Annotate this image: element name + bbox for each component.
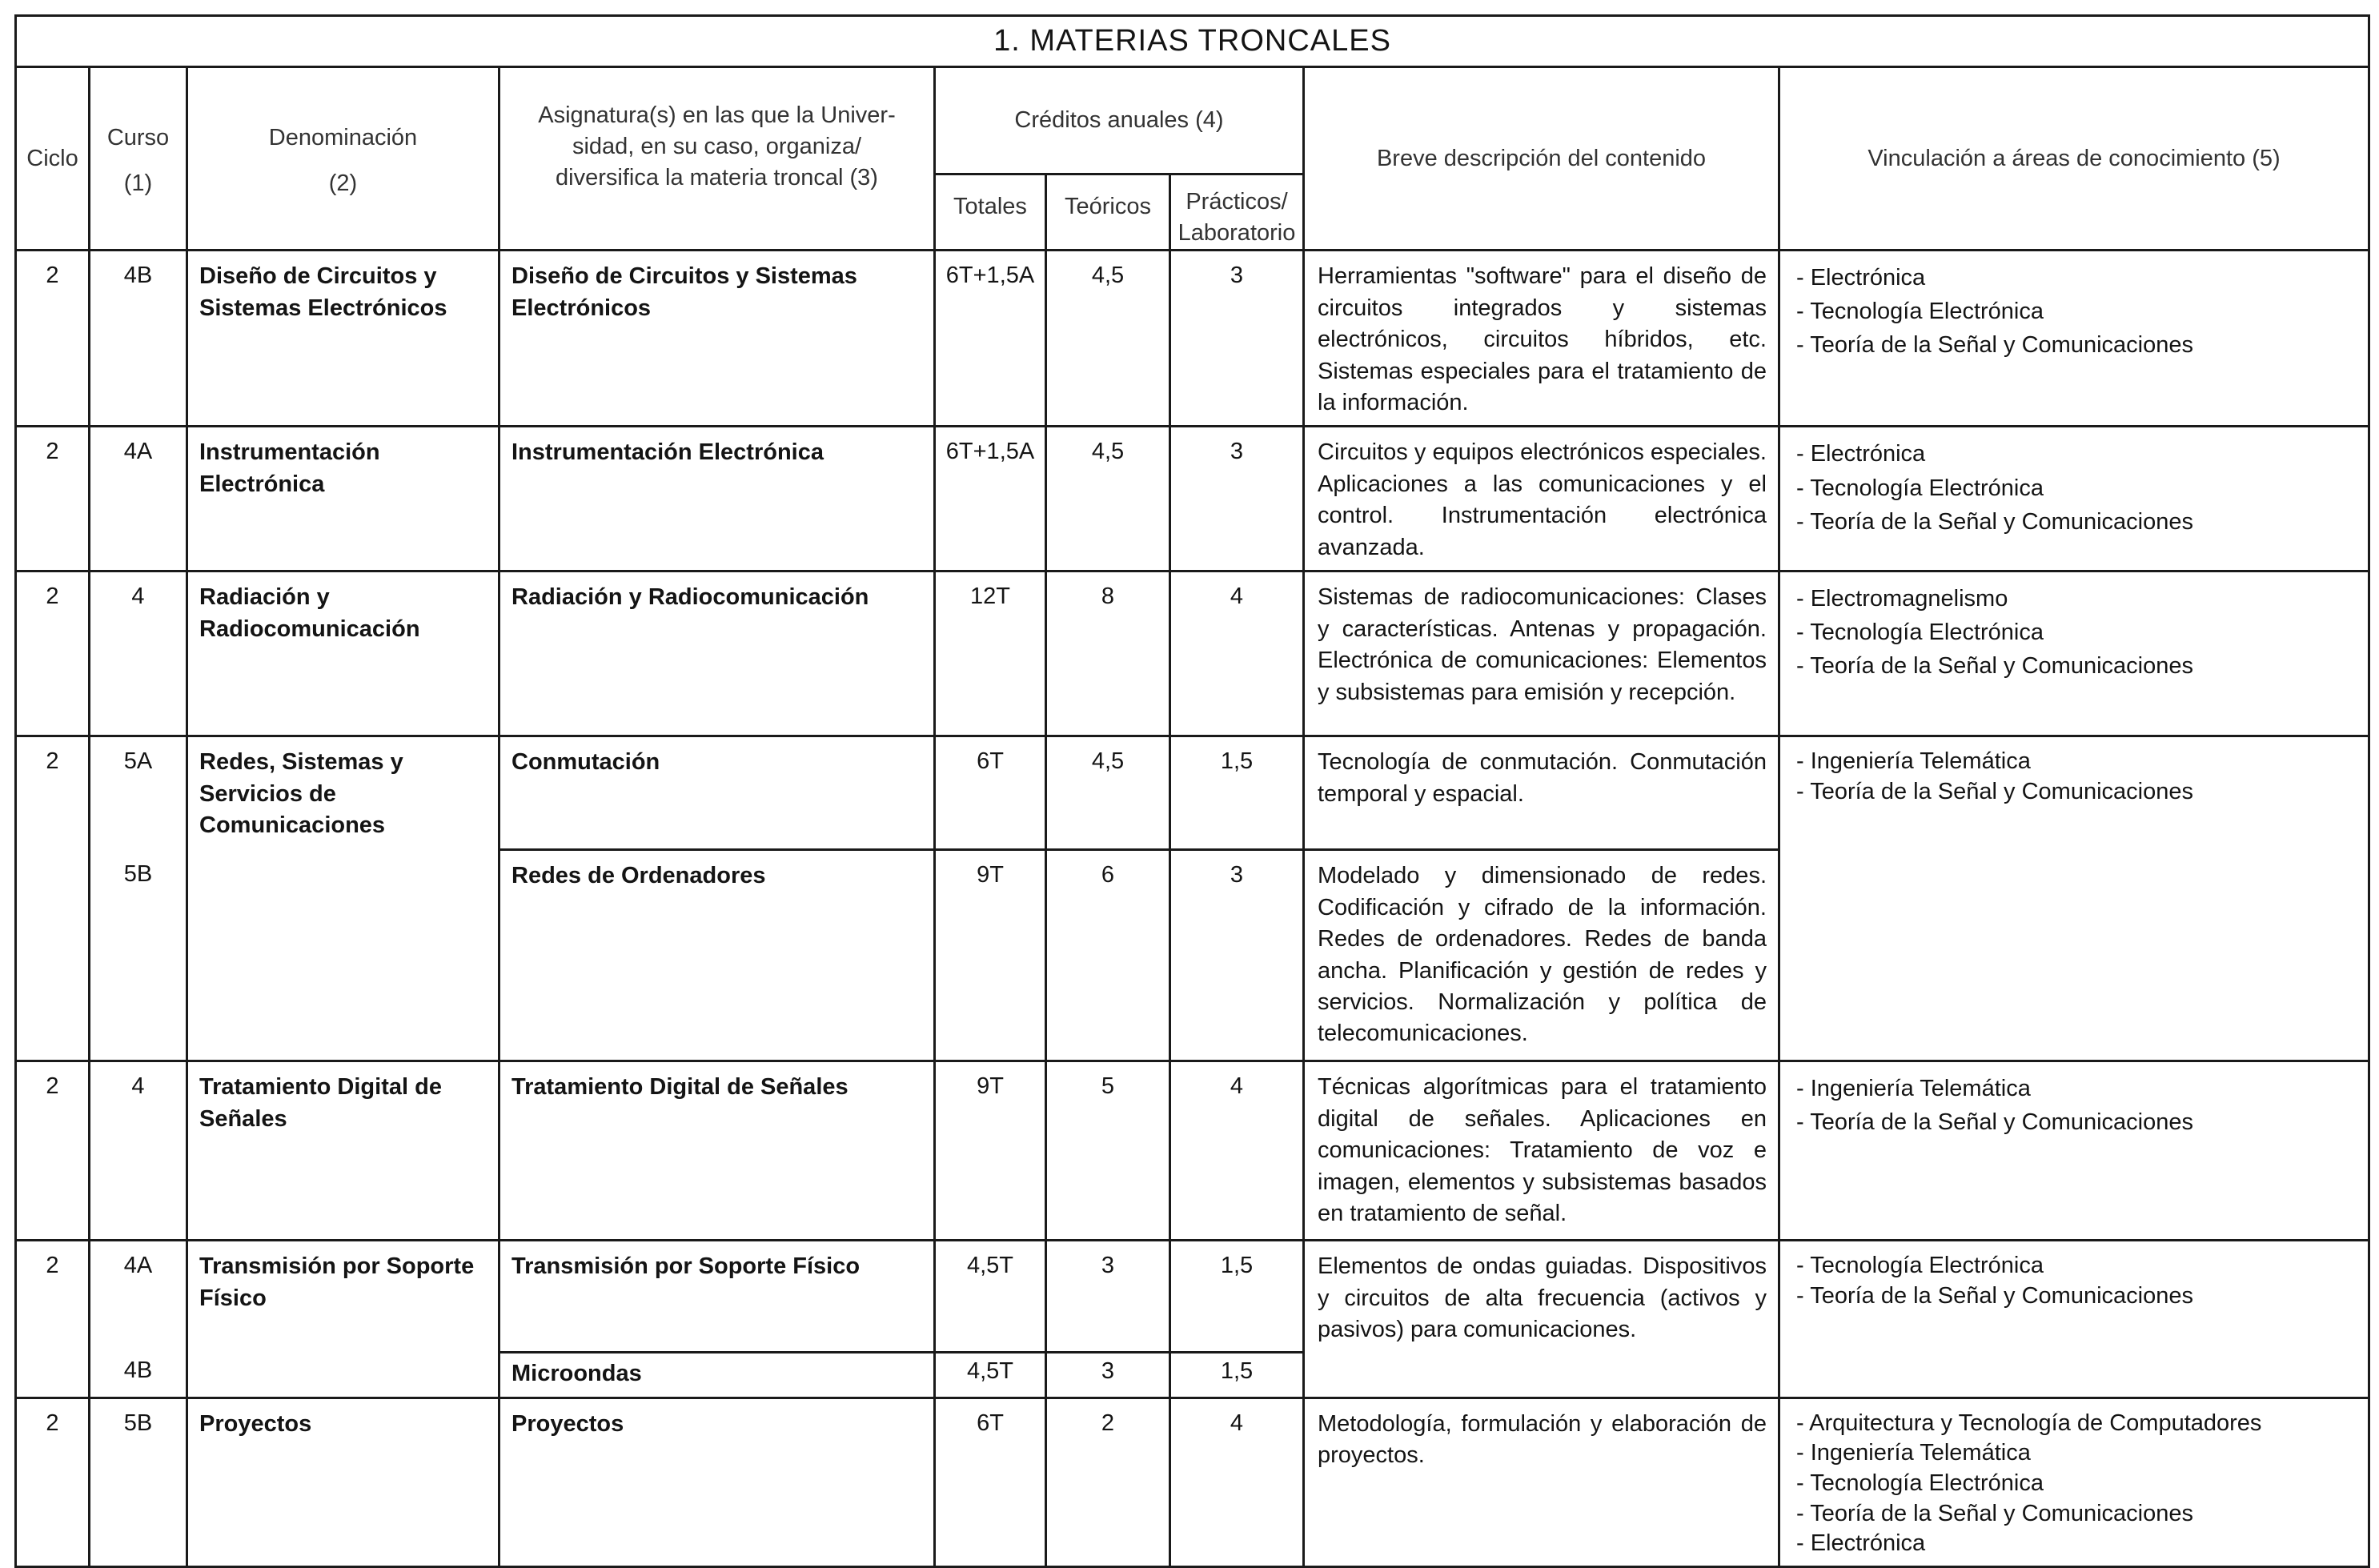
table-row — [16, 1061, 2369, 1241]
areas-list — [1796, 1409, 2361, 1559]
cell-descripcion: Técnicas algorítmicas para el tratamiento digital de señales. Aplicaciones en comunicaciones: Tratamiento de voz e imagen, elementos y subsistemas basados en tratamiento de señal. — [1304, 1061, 1779, 1241]
cell-curso: 5B — [90, 1398, 187, 1566]
area-item: - Teoría de la Señal y Comunicaciones — [1796, 649, 2361, 683]
area-item: - Teoría de la Señal y Comunicaciones — [1796, 777, 2361, 808]
cell-asignatura: Redes de Ordenadores — [499, 850, 935, 1061]
area-item: - Tecnología Electrónica — [1796, 1251, 2361, 1281]
cell-ciclo: 2 — [16, 1241, 90, 1398]
cell-practicos: 4 — [1170, 571, 1304, 736]
cell-practicos: 4 — [1170, 1061, 1304, 1241]
table-row — [16, 427, 2369, 571]
table-row — [16, 1398, 2369, 1566]
table-row — [16, 571, 2369, 736]
cell-practicos: 4 — [1170, 1398, 1304, 1566]
cell-totales: 9T — [935, 1061, 1046, 1241]
materias-troncales-table — [14, 14, 2370, 1568]
area-item: - Tecnología Electrónica — [1796, 1469, 2361, 1499]
header-denominacion-num: (2) — [328, 170, 358, 197]
area-item: - Ingeniería Telemática — [1796, 747, 2361, 777]
cell-practicos: 1,5 — [1170, 736, 1304, 850]
cell-descripcion: Modelado y dimensionado de redes. Codificación y cifrado de la información. Redes de ordenadores. Redes de banda ancha. Planificación y gestión de redes y servicios. Normalización y política de telecomunicaciones. — [1304, 850, 1779, 1061]
header-teoricos: Teóricos — [1046, 174, 1170, 251]
cell-teoricos: 4,5 — [1046, 251, 1170, 427]
area-item: - Electromagnelismo — [1796, 582, 2361, 616]
cell-curso: 5B — [90, 850, 187, 1061]
table-title: 1. MATERIAS TRONCALES — [16, 16, 2369, 67]
area-item: - Arquitectura y Tecnología de Computadores — [1796, 1409, 2361, 1439]
cell-descripcion: Tecnología de conmutación. Conmutación temporal y espacial. — [1304, 736, 1779, 850]
table-row — [16, 251, 2369, 427]
area-item: - Teoría de la Señal y Comunicaciones — [1796, 1105, 2361, 1139]
cell-asignatura: Microondas — [499, 1353, 935, 1398]
cell-denominacion: Transmisión por Soporte Físico — [187, 1241, 499, 1398]
areas-list — [1796, 437, 2361, 538]
cell-curso: 4B — [90, 251, 187, 427]
area-item: - Ingeniería Telemática — [1796, 1438, 2361, 1469]
areas-list — [1796, 747, 2361, 807]
header-totales: Totales — [935, 174, 1046, 251]
cell-practicos: 1,5 — [1170, 1241, 1304, 1353]
header-asignatura-label: Asignatura(s) en las que la Univer-sidad, en su caso, organiza/ diversifica la materia troncal (3) — [538, 102, 896, 191]
cell-denominacion: Diseño de Circuitos y Sistemas Electrónicos — [187, 251, 499, 427]
header-descripcion: Breve descripción del contenido — [1304, 67, 1779, 251]
cell-practicos: 3 — [1170, 427, 1304, 571]
header-curso-num: (1) — [123, 170, 153, 197]
area-item: - Ingeniería Telemática — [1796, 1072, 2361, 1105]
cell-curso: 4 — [90, 571, 187, 736]
cell-descripcion: Circuitos y equipos electrónicos especiales. Aplicaciones a las comunicaciones y el control. Instrumentación electrónica avanzada. — [1304, 427, 1779, 571]
area-item: - Teoría de la Señal y Comunicaciones — [1796, 1281, 2361, 1312]
cell-totales: 6T+1,5A — [935, 427, 1046, 571]
areas-list — [1796, 1072, 2361, 1139]
header-denominacion — [187, 67, 499, 251]
cell-areas — [1779, 1241, 2369, 1398]
cell-teoricos: 3 — [1046, 1353, 1170, 1398]
cell-teoricos: 4,5 — [1046, 427, 1170, 571]
cell-denominacion: Proyectos — [187, 1398, 499, 1566]
area-item: - Electrónica — [1796, 1529, 2361, 1559]
table-row — [16, 736, 2369, 850]
cell-totales: 6T — [935, 736, 1046, 850]
cell-ciclo: 2 — [16, 1398, 90, 1566]
cell-areas — [1779, 736, 2369, 1061]
cell-asignatura: Proyectos — [499, 1398, 935, 1566]
cell-ciclo: 2 — [16, 427, 90, 571]
cell-totales: 9T — [935, 850, 1046, 1061]
cell-descripcion: Herramientas "software" para el diseño de circuitos integrados y sistemas electrónicos, circuitos híbridos, etc. Sistemas especiales para el tratamiento de la información. — [1304, 251, 1779, 427]
cell-areas — [1779, 1398, 2369, 1566]
cell-denominacion: Redes, Sistemas y Servicios de Comunicaciones — [187, 736, 499, 1061]
header-curso — [90, 67, 187, 251]
area-item: - Teoría de la Señal y Comunicaciones — [1796, 505, 2361, 539]
cell-descripcion: Metodología, formulación y elaboración de proyectos. — [1304, 1398, 1779, 1566]
area-item: - Teoría de la Señal y Comunicaciones — [1796, 1499, 2361, 1530]
cell-areas — [1779, 571, 2369, 736]
header-asignatura — [499, 67, 935, 251]
header-denominacion-label: Denominación — [268, 125, 418, 150]
cell-asignatura: Radiación y Radiocomunicación — [499, 571, 935, 736]
cell-descripcion: Elementos de ondas guiadas. Dispositivos y circuitos de alta frecuencia (activos y pasivos) para comunicaciones. — [1304, 1241, 1779, 1398]
area-item: - Electrónica — [1796, 437, 2361, 471]
header-ciclo: Ciclo — [16, 67, 90, 251]
areas-list — [1796, 582, 2361, 683]
cell-teoricos: 6 — [1046, 850, 1170, 1061]
cell-denominacion: Radiación y Radiocomunicación — [187, 571, 499, 736]
cell-practicos: 3 — [1170, 850, 1304, 1061]
cell-asignatura: Diseño de Circuitos y Sistemas Electrónicos — [499, 251, 935, 427]
cell-ciclo: 2 — [16, 736, 90, 1061]
cell-areas — [1779, 1061, 2369, 1241]
area-item: - Teoría de la Señal y Comunicaciones — [1796, 328, 2361, 362]
areas-list — [1796, 1251, 2361, 1311]
area-item: - Electrónica — [1796, 261, 2361, 295]
cell-totales: 4,5T — [935, 1241, 1046, 1353]
cell-denominacion: Instrumentación Electrónica — [187, 427, 499, 571]
cell-teoricos: 2 — [1046, 1398, 1170, 1566]
cell-curso: 4 — [90, 1061, 187, 1241]
cell-asignatura: Conmutación — [499, 736, 935, 850]
cell-asignatura: Transmisión por Soporte Físico — [499, 1241, 935, 1353]
cell-areas — [1779, 427, 2369, 571]
cell-denominacion: Tratamiento Digital de Señales — [187, 1061, 499, 1241]
areas-list — [1796, 261, 2361, 362]
cell-totales: 6T — [935, 1398, 1046, 1566]
cell-ciclo: 2 — [16, 571, 90, 736]
area-item: - Tecnología Electrónica — [1796, 471, 2361, 505]
cell-curso: 4A — [90, 1241, 187, 1353]
cell-ciclo: 2 — [16, 1061, 90, 1241]
cell-teoricos: 3 — [1046, 1241, 1170, 1353]
header-practicos: Prácticos/ Laboratorio — [1170, 174, 1304, 251]
header-creditos: Créditos anuales (4) — [935, 67, 1304, 174]
cell-curso: 4A — [90, 427, 187, 571]
cell-ciclo: 2 — [16, 251, 90, 427]
table-row — [16, 1241, 2369, 1353]
header-curso-label: Curso — [106, 125, 170, 150]
cell-teoricos: 8 — [1046, 571, 1170, 736]
area-item: - Tecnología Electrónica — [1796, 295, 2361, 328]
cell-asignatura: Instrumentación Electrónica — [499, 427, 935, 571]
cell-curso: 5A — [90, 736, 187, 850]
cell-totales: 12T — [935, 571, 1046, 736]
area-item: - Tecnología Electrónica — [1796, 616, 2361, 649]
cell-totales: 6T+1,5A — [935, 251, 1046, 427]
cell-teoricos: 4,5 — [1046, 736, 1170, 850]
cell-totales: 4,5T — [935, 1353, 1046, 1398]
cell-practicos: 3 — [1170, 251, 1304, 427]
cell-descripcion: Sistemas de radiocomunicaciones: Clases y características. Antenas y propagación. Electrónica de comunicaciones: Elementos y subsistemas para emisión y recepción. — [1304, 571, 1779, 736]
cell-asignatura: Tratamiento Digital de Señales — [499, 1061, 935, 1241]
cell-practicos: 1,5 — [1170, 1353, 1304, 1398]
cell-areas — [1779, 251, 2369, 427]
cell-curso: 4B — [90, 1353, 187, 1398]
header-vinculacion: Vinculación a áreas de conocimiento (5) — [1779, 67, 2369, 251]
cell-teoricos: 5 — [1046, 1061, 1170, 1241]
